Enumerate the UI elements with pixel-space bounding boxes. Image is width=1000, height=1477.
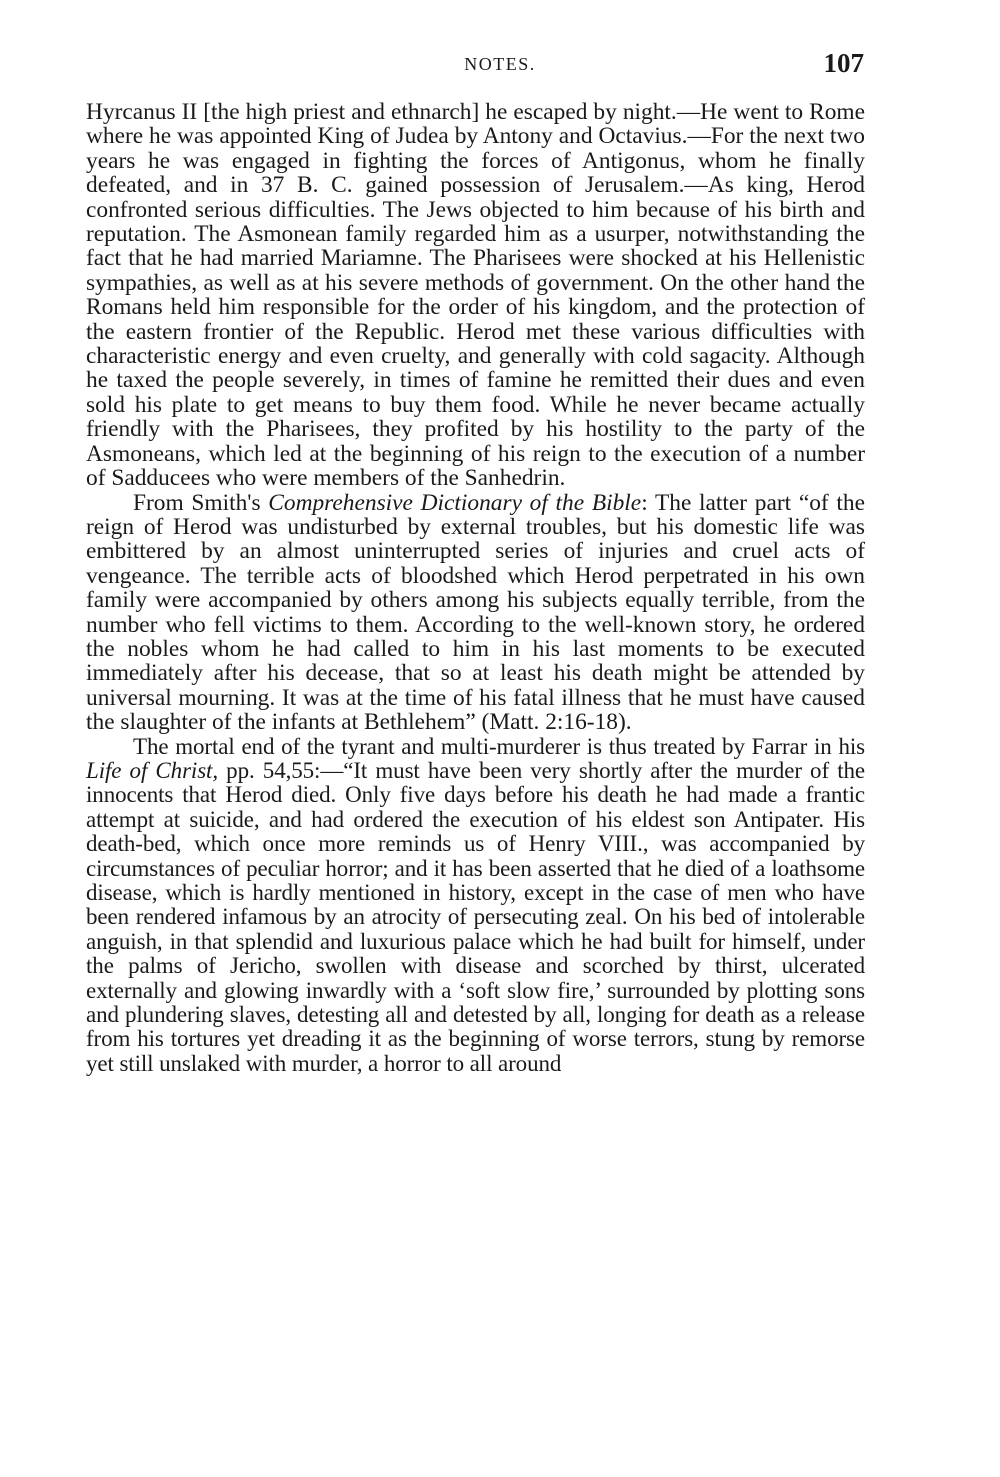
running-head: [0, 48, 1000, 88]
book-title-italic: Comprehensive Dictionary of the Bible: [268, 489, 642, 516]
paragraph-smith-quote: [86, 491, 865, 735]
paragraph-farrar-quote: [86, 735, 865, 1077]
paragraph-herod-reign: Hyrcanus II [the high priest and ethnarch] he escaped by night.—He went to Rome where he was appointed King of Judea by Antony and Octavius.—For the next two years he was engaged in fighting the forces of Antigonus, whom he finally defeated, and in 37 B. C. gained possession of Jerusalem.—As king, Herod confronted serious difficulties. The Jews objected to him because of his birth and reputation. The Asmonean family regarded him as a usurper, notwithstanding the fact that he had married Mariamne. The Pharisees were shocked at his Hellenistic sympathies, as well as at his severe methods of government. On the other hand the Romans held him responsible for the order of his kingdom, and the protection of the eastern frontier of the Republic. Herod met these various difficulties with characteristic energy and even cruelty, and generally with cold sagacity. Although he taxed the people severely, in times of famine he remitted their dues and even sold his plate to get means to buy them food. While he never became actually friendly with the Pharisees, they profited by his hostility to the party of the Asmoneans, which led at the beginning of his reign to the execution of a number of Sadducees who were members of the Sanhedrin.: [86, 99, 865, 492]
paragraph-rest: pp. 54,55:—“It must have been very shortly after the murder of the innocents that Herod died. Only five days before his death he had made a frantic attempt at suicide, and had ordered the execution of his eldest son Antipater. His death-bed, which once more reminds us of Henry VIII., was accompanied by circumstances of peculiar horror; and it has been asserted that he died of a loathsome disease, which is hardly mentioned in history, except in the case of men who have been rendered infamous by an atrocity of persecuting zeal. On his bed of intolerable anguish, in that splendid and luxurious palace which he had built for himself, under the palms of Jericho, swollen with disease and scorched by thirst, ulcerated externally and glowing inwardly with a ‘soft slow fire,’ surrounded by plotting sons and plundering slaves, detesting all and detested by all, longing for death as a release from his tortures yet dreading it as the beginning of worse terrors, stung by remorse yet still unslaked with murder, a horror to all around: [86, 757, 865, 1076]
paragraph-lead: The mortal end of the tyrant and multi-murderer is thus treated by Farrar in his: [133, 733, 865, 759]
book-title-italic: Life of Christ,: [86, 757, 218, 783]
paragraph-lead: From Smith's: [133, 489, 269, 516]
paragraph-rest: : The latter part “of the reign of Herod was undisturbed by external troubles, but his domestic life was embittered by an almost uninterrupted series of injuries and cruel acts of vengeance. The terrible acts of bloodshed which Herod perpetrated in his own family were accompanied by others among his subjects equally terrible, from the number who fell victims to them. According to the well-known story, he ordered the nobles whom he had called to him in his last moments to be executed immediately after his decease, that so at least his death might be attended by universal mourning. It was at the time of his fatal illness that he must have caused the slaughter of the infants at Bethlehem” (Matt. 2:16-18).: [86, 489, 865, 736]
running-title: NOTES.: [464, 54, 536, 74]
page-number: 107: [823, 48, 864, 78]
body-text: [86, 100, 865, 1076]
